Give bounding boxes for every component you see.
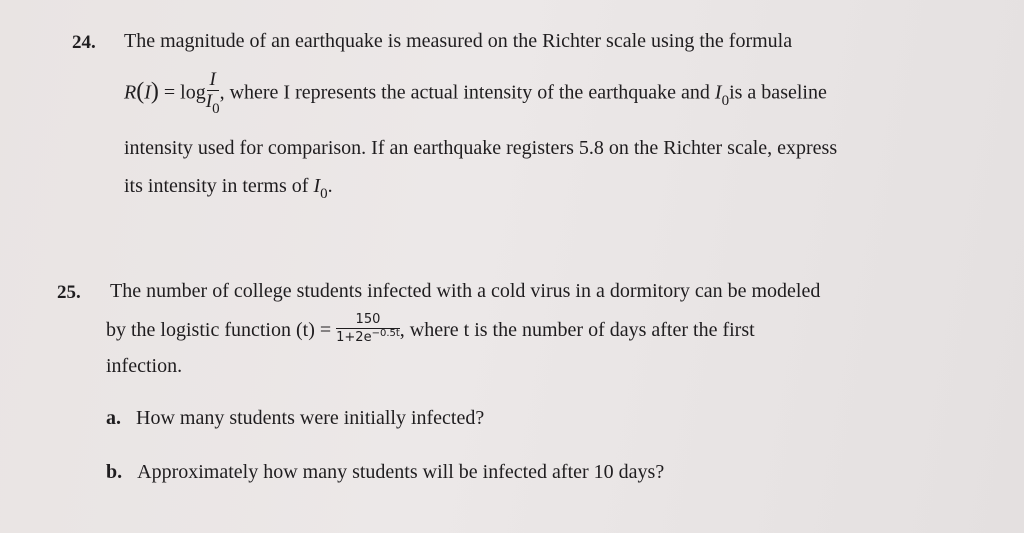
formula-denominator: $I_0$ — [205, 91, 220, 117]
question-25-part-a — [106, 407, 484, 430]
baseline-text: is a baseline — [729, 81, 827, 104]
question-24-formula-line — [124, 69, 827, 117]
formula-log: = log — [158, 81, 206, 104]
logistic-intro: by the logistic function (t) = — [106, 319, 337, 342]
question-24-line-3: intensity used for comparison. If an earthquake registers 5.8 on the Richter scale, express — [124, 137, 838, 159]
question-24-line-1: The magnitude of an earthquake is measured on the Richter scale using the formula — [124, 30, 793, 52]
part-a-text: How many students were initially infected? — [136, 407, 485, 429]
part-a-label: a. — [106, 407, 121, 429]
logistic-fraction — [336, 312, 400, 347]
question-24-line-4: its intensity in terms of $I_0$. — [124, 175, 333, 202]
part-b-label: b. — [106, 461, 123, 483]
logistic-denominator: $1+2e^{-0.5t}$ — [336, 328, 400, 345]
question-25-number: 25. — [57, 282, 81, 303]
logistic-description: , where t is the number of days after the first — [399, 319, 755, 342]
question-25-line-1: The number of college students infected with a cold virus in a dormitory can be modeled — [110, 280, 821, 302]
part-b-text: Approximately how many students will be infected after 10 days? — [137, 461, 665, 483]
formula-fraction — [205, 69, 220, 117]
baseline-sub: 0 — [721, 92, 730, 109]
question-25-line-3: infection. — [106, 355, 183, 377]
question-24-number: 24. — [72, 32, 96, 53]
question-25-part-b — [106, 461, 664, 484]
formula-var: I — [144, 81, 151, 104]
formula-paren-close: ) — [150, 78, 159, 105]
formula-numerator: I — [209, 69, 216, 90]
formula-paren-open: ( — [136, 78, 145, 105]
logistic-numerator: 150 — [355, 312, 381, 327]
baseline-var: I — [714, 81, 722, 104]
question-25-formula-line — [106, 314, 755, 349]
formula-description: , where I represents the actual intensity of the earthquake and — [219, 81, 715, 104]
formula-lhs: R — [124, 81, 137, 104]
